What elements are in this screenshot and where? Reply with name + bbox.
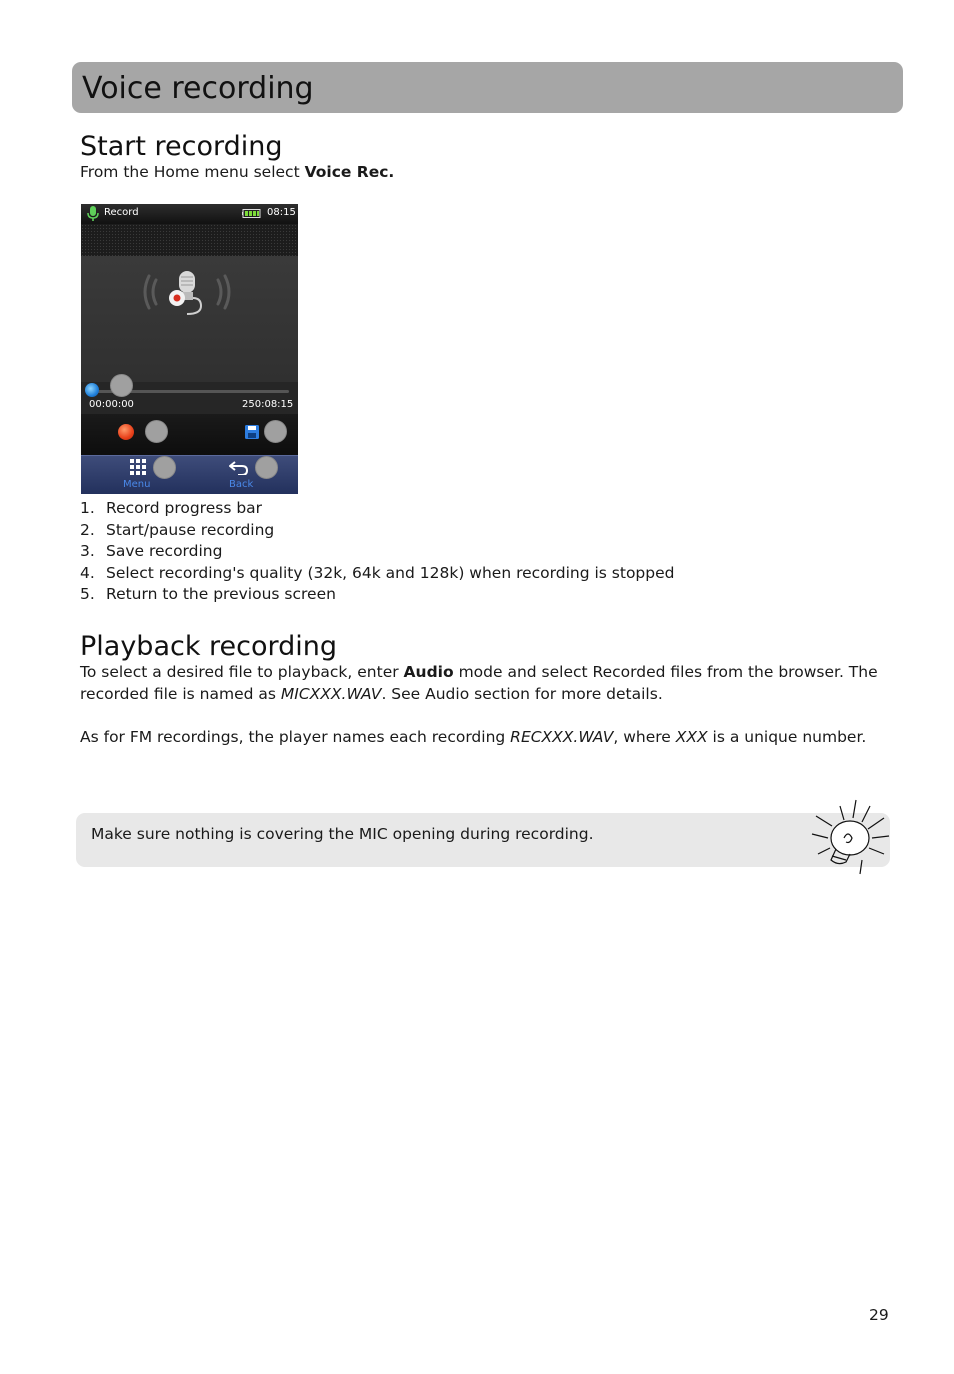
battery-icon	[242, 209, 262, 218]
callout-marker-5	[255, 456, 278, 479]
list-item	[80, 584, 674, 606]
section-banner	[72, 62, 903, 113]
screen-title: Record	[104, 207, 139, 218]
section-title: Voice recording	[82, 71, 314, 106]
text-span: , where	[613, 728, 676, 746]
playback-paragraph-2	[80, 727, 866, 749]
menu-label: Menu	[123, 479, 151, 490]
callout-marker-2	[145, 420, 168, 443]
audio-label: Audio	[403, 663, 454, 681]
save-icon	[245, 425, 259, 439]
list-item	[80, 563, 674, 585]
playback-paragraph-1	[80, 662, 878, 705]
callout-marker-4	[153, 456, 176, 479]
back-label: Back	[229, 479, 254, 490]
dot-pattern-band	[81, 224, 298, 256]
list-item-text: Start/pause recording	[106, 520, 275, 539]
elapsed-time: 00:00:00	[89, 399, 134, 410]
list-item	[80, 541, 674, 563]
list-item-number: 3.	[80, 542, 95, 560]
steps-list	[80, 498, 674, 606]
list-item-number: 4.	[80, 563, 95, 582]
text-span: To select a desired file to playback, enter	[80, 663, 404, 681]
lightbulb-icon	[806, 798, 890, 878]
start-intro	[80, 162, 394, 184]
text-span: . See Audio section for more details.	[381, 684, 663, 703]
list-item-text: Select recording's quality (32k, 64k and 128k) when recording is stopped	[106, 563, 675, 582]
text-span: mode and select Recorded files from the browser. The	[453, 663, 878, 681]
list-item-number: 1.	[80, 499, 95, 517]
rec-file-name: RECXXX.WAV	[510, 728, 614, 746]
record-icon	[118, 424, 134, 440]
list-item-number: 5.	[80, 585, 95, 603]
progress-knob	[85, 383, 99, 397]
list-item-text: Save recording	[106, 542, 223, 560]
text-span: As for FM recordings, the player names each recording	[80, 728, 511, 746]
clock: 08:15	[267, 207, 296, 218]
list-item-text: Record progress bar	[106, 499, 263, 517]
text-span: recorded file is named as	[80, 684, 281, 703]
tip-text: Make sure nothing is covering the MIC opening during recording.	[91, 825, 594, 843]
list-item	[80, 498, 674, 520]
microphone-icon	[139, 266, 235, 318]
tip-box	[76, 813, 890, 867]
list-item-number: 2.	[80, 520, 95, 539]
back-arrow-icon	[229, 459, 249, 475]
start-recording-heading: Start recording	[80, 131, 283, 162]
text-span: is a unique number.	[707, 728, 867, 746]
remaining-time: 250:08:15	[242, 399, 294, 410]
xxx-term: XXX	[675, 728, 708, 746]
callout-marker-1	[110, 374, 133, 397]
page-number: 29	[869, 1306, 889, 1324]
mic-icon	[87, 206, 99, 222]
voice-rec-label: Voice Rec.	[304, 163, 395, 181]
start-intro-text: From the Home menu select	[80, 163, 305, 181]
list-item-text: Return to the previous screen	[106, 585, 336, 603]
mic-file-name: MICXXX.WAV	[280, 684, 382, 703]
playback-recording-heading: Playback recording	[80, 631, 338, 662]
callout-marker-3	[264, 420, 287, 443]
list-item	[80, 520, 674, 542]
status-bar	[81, 204, 298, 224]
menu-grid-icon	[130, 459, 146, 475]
device-screenshot	[81, 204, 298, 494]
